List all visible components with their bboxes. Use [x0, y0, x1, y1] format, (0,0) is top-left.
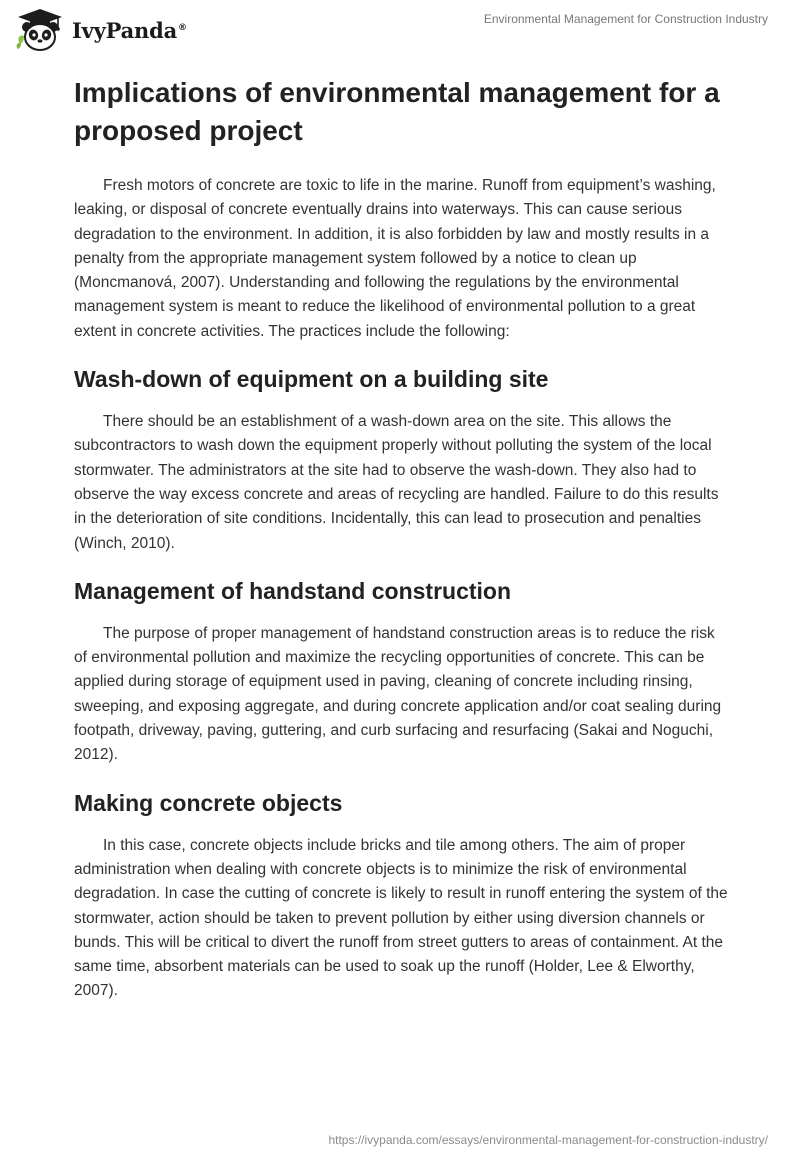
section-body-concrete-objects: In this case, concrete objects include bricks and tile among others. The aim of proper administration when dealing with concrete objects is to minimize the risk of environmental degradation. In case the cutting of concrete is likely to result in runoff entering the system of the stormwater, action should be taken to prevent pollution by either using diversion channels or bunds. This will be critical to divert the runoff from street gutters to areas of containment. At the same time, absorbent materials can be used to soak up the runoff (Holder, Lee & Elworthy, 2007). — [74, 836, 728, 1000]
intro-paragraph: Fresh motors of concrete are toxic to life in the marine. Runoff from equipment’s washing, leaking, or disposal of concrete eventually drains into waterways. This can cause serious degradation to the environment. In addition, it is also forbidden by law and mostly results in a penalty from the appropriate management system followed by a notice to clean up (Moncmanová, 2007). Understanding and following the regulations by the environmental management system is meant to reduce the likelihood of environmental pollution to a great extent in concrete activities. The practices include the following: — [74, 177, 716, 340]
page-header — [0, 0, 800, 60]
brand-logo[interactable] — [14, 8, 187, 52]
panda-mascot-icon — [14, 8, 66, 52]
footer-url-link[interactable]: https://ivypanda.com/essays/environmental-management-for-construction-industry/ — [328, 1133, 768, 1147]
registered-mark: ® — [178, 22, 187, 33]
section-heading-concrete-objects: Making concrete objects — [74, 789, 343, 816]
article — [74, 74, 730, 1024]
section-heading-wash-down: Wash-down of equipment on a building site — [74, 366, 549, 393]
section-body-handstand: The purpose of proper management of handstand construction areas is to reduce the risk of environmental pollution and maximize the recycling opportunities of concrete. This can be applied during storage of equipment used in paving, cleaning of concrete including rinsing, sweeping, and exposing aggregate, and during concrete application and/or coat sealing during footpath, driveway, paving, guttering, and curb surfacing and resurfacing (Sakai and Noguchi, 2012). — [74, 624, 722, 764]
document-title: Environmental Management for Construction Industry — [483, 12, 768, 26]
section-heading-handstand: Management of handstand construction — [74, 577, 512, 604]
section-body-wash-down: There should be an establishment of a wash-down area on the site. This allows the subcontractors to wash down the equipment properly without polluting the system of the local stormwater. The administrators at the site had to observe the wash-down. They also had to observe the way excess concrete and areas of recycling are handled. Failure to do this results in the deterioration of site conditions. Incidentally, this can lead to prosecution and penalties (Winch, 2010). — [74, 413, 719, 552]
article-title: Implications of environmental management for a proposed project — [74, 77, 720, 146]
brand-name: IvyPanda® — [72, 17, 187, 43]
